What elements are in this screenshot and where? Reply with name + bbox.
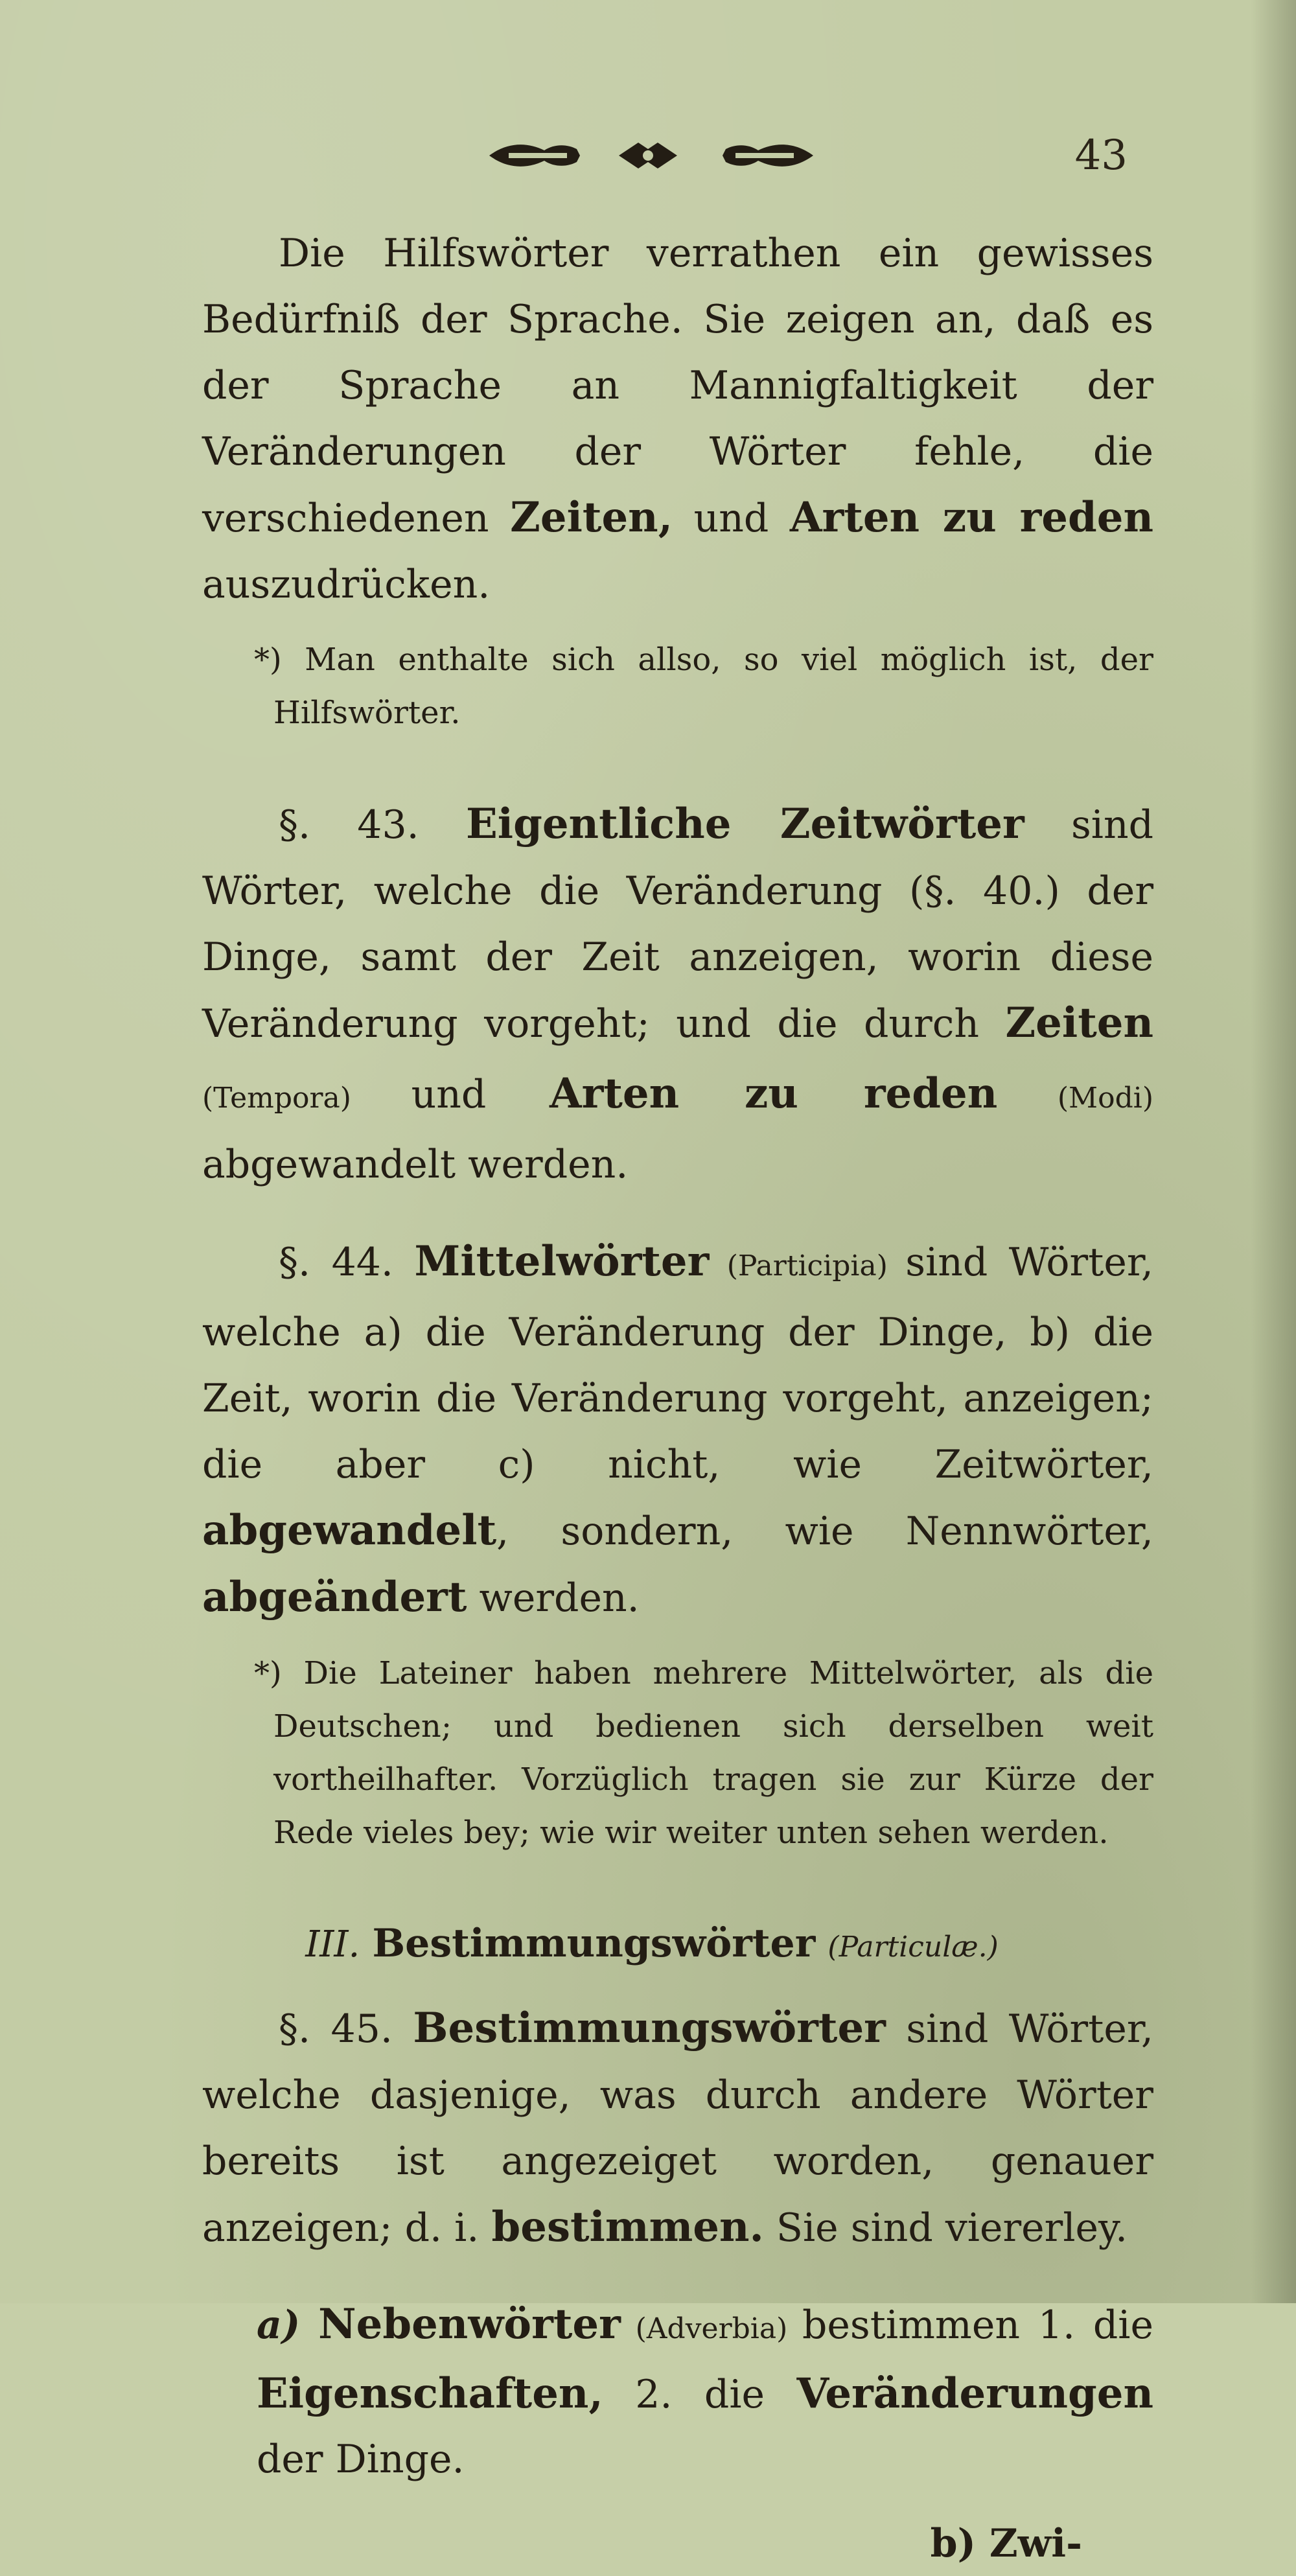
- term-mittelwoerter: Mittelwörter: [414, 1237, 710, 1286]
- section-number: §. 45.: [279, 2006, 393, 2052]
- chapter-latin-title: (Particulæ.): [827, 1931, 999, 1964]
- footnote-text: Man enthalte sich allso, so viel möglich ist, der Hilfswörter.: [273, 642, 1153, 731]
- section-number: §. 44.: [279, 1240, 393, 1285]
- list-marker: a): [257, 2303, 301, 2348]
- section-text: sind Wörter, welche die Veränderung (§. 40.) der Dinge, samt der Zeit anzeigen, worin diese Veränderung vorgeht; und die durch: [202, 802, 1153, 1047]
- item-text: 2. die: [603, 2372, 797, 2417]
- item-text: der Dinge.: [257, 2437, 465, 2482]
- decorative-header-flourish-icon: [483, 130, 820, 181]
- term-zeiten: Zeiten,: [510, 493, 673, 542]
- term-nebenwoerter: Nebenwörter: [318, 2300, 621, 2349]
- footnote-text: Die Lateiner haben mehrere Mittelwörter, als die Deutschen; und bedienen sich derselben weit vortheilhafter. Vorzüglich tragen sie zur Kürze der Rede vieles bey; wie wir weiter unten sehen werden.: [273, 1655, 1153, 1851]
- page-edge-shadow: [1251, 0, 1296, 2303]
- paragraph-text: Die Hilfswörter verrathen ein gewisses Bedürfniß der Sprache. Sie zeigen an, daß es der Sprache an Mannigfaltigkeit der Veränderungen der Wörter fehle, die verschiedenen: [202, 231, 1153, 541]
- footnote-marker: *): [254, 642, 282, 678]
- section-text: , sondern, wie Nennwörter,: [496, 1509, 1153, 1554]
- section-text: sind Wörter, welche a) die Veränderung der Dinge, b) die Zeit, worin die Veränderung vorgeht, anzeigen; die aber c) nicht, wie Zeitwörter,: [202, 1240, 1153, 1487]
- term-eigentliche-zeitwoerter: Eigentliche Zeitwörter: [465, 800, 1024, 848]
- paragraph-hilfswoerter: [202, 220, 1153, 618]
- section-text: Sie sind viererley.: [763, 2205, 1128, 2251]
- term-eigenschaften: Eigenschaften,: [257, 2369, 603, 2418]
- term-bestimmungswoerter: Bestimmungswörter: [413, 2004, 886, 2052]
- term-zeiten: Zeiten: [1005, 999, 1153, 1047]
- term-arten-zu-reden: Arten zu reden: [789, 493, 1154, 542]
- footnote-hilfswoerter: [202, 633, 1153, 739]
- chapter-title: Bestimmungswörter: [372, 1921, 816, 1966]
- footnote-mittelwoerter: [202, 1647, 1153, 1859]
- term-abgeaendert: abgeändert: [202, 1573, 467, 1621]
- section-text: abgewandelt werden.: [202, 1142, 629, 1187]
- paragraph-text: und: [672, 496, 790, 541]
- section-45: [202, 1995, 1153, 2261]
- term-bestimmen: bestimmen.: [491, 2203, 764, 2251]
- term-abgewandelt: abgewandelt: [202, 1506, 497, 1555]
- latin-term-tempora: (Tempora): [202, 1082, 411, 1115]
- footnote-marker: *): [254, 1655, 282, 1691]
- chapter-numeral: III.: [305, 1923, 360, 1966]
- list-item-nebenwoerter: [202, 2292, 1153, 2492]
- section-43: [202, 791, 1153, 1198]
- term-arten-zu-reden: Arten zu reden: [549, 1069, 998, 1118]
- latin-term-modi: (Modi): [997, 1082, 1153, 1115]
- page-header: [0, 130, 1296, 181]
- paragraph-text: auszudrücken.: [202, 562, 491, 607]
- term-veraenderungen: Veränderungen: [796, 2369, 1153, 2418]
- section-44: [202, 1229, 1153, 1631]
- section-text: werden.: [467, 1575, 640, 1621]
- latin-term-participia: (Participia): [709, 1249, 906, 1282]
- page-number: 43: [1074, 132, 1128, 180]
- catchword: b) Zwi-: [930, 2521, 1082, 2566]
- latin-term-adverbia: (Adverbia): [620, 2312, 803, 2345]
- section-text: sind Wörter, welche dasjenige, was durch andere Wörter bereits ist angezeiget worden, genauer anzeigen; d. i.: [202, 2006, 1153, 2251]
- chapter-heading-bestimmungswoerter: [202, 1911, 1153, 1980]
- item-text: bestimmen 1. die: [802, 2303, 1153, 2348]
- page-body: [202, 220, 1153, 2576]
- section-text: und: [411, 1072, 550, 1117]
- section-number: §. 43.: [279, 802, 419, 848]
